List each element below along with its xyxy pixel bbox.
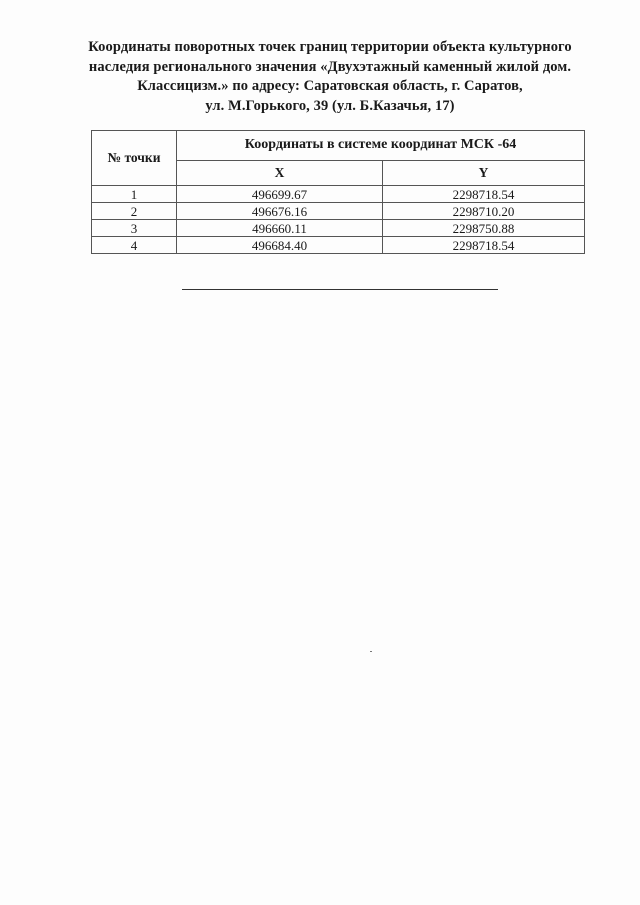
separator-line (182, 289, 498, 290)
header-point-number: № точки (92, 131, 177, 186)
title-line-2: наследия регионального значения «Двухэтажный каменный жилой дом. (88, 58, 572, 75)
cell-y: 2298750.88 (383, 220, 585, 237)
table-row (92, 237, 585, 254)
title-line-3: Классицизм.» по адресу: Саратовская область, г. Саратов, (137, 78, 523, 94)
cell-x: 496660.11 (177, 220, 383, 237)
cell-y: 2298718.54 (383, 237, 585, 254)
table-row (92, 203, 585, 220)
cell-y: 2298718.54 (383, 186, 585, 203)
coordinates-table (91, 130, 585, 254)
title-line-4: ул. М.Горького, 39 (ул. Б.Казачья, 17) (205, 97, 455, 114)
cell-x: 496699.67 (177, 186, 383, 203)
document-title (60, 38, 600, 116)
header-coordinate-system: Координаты в системе координат МСК -64 (177, 131, 585, 161)
header-y: Y (383, 160, 585, 185)
cell-x: 496676.16 (177, 203, 383, 220)
table-row (92, 186, 585, 203)
scan-speck (370, 651, 372, 652)
cell-point: 1 (92, 186, 177, 203)
table-row (92, 220, 585, 237)
header-x: X (177, 160, 383, 185)
cell-y: 2298710.20 (383, 203, 585, 220)
table-header-row (92, 131, 585, 161)
cell-point: 2 (92, 203, 177, 220)
title-line-1: Координаты поворотных точек границ территории объекта культурного (88, 39, 572, 55)
cell-x: 496684.40 (177, 237, 383, 254)
cell-point: 3 (92, 220, 177, 237)
cell-point: 4 (92, 237, 177, 254)
